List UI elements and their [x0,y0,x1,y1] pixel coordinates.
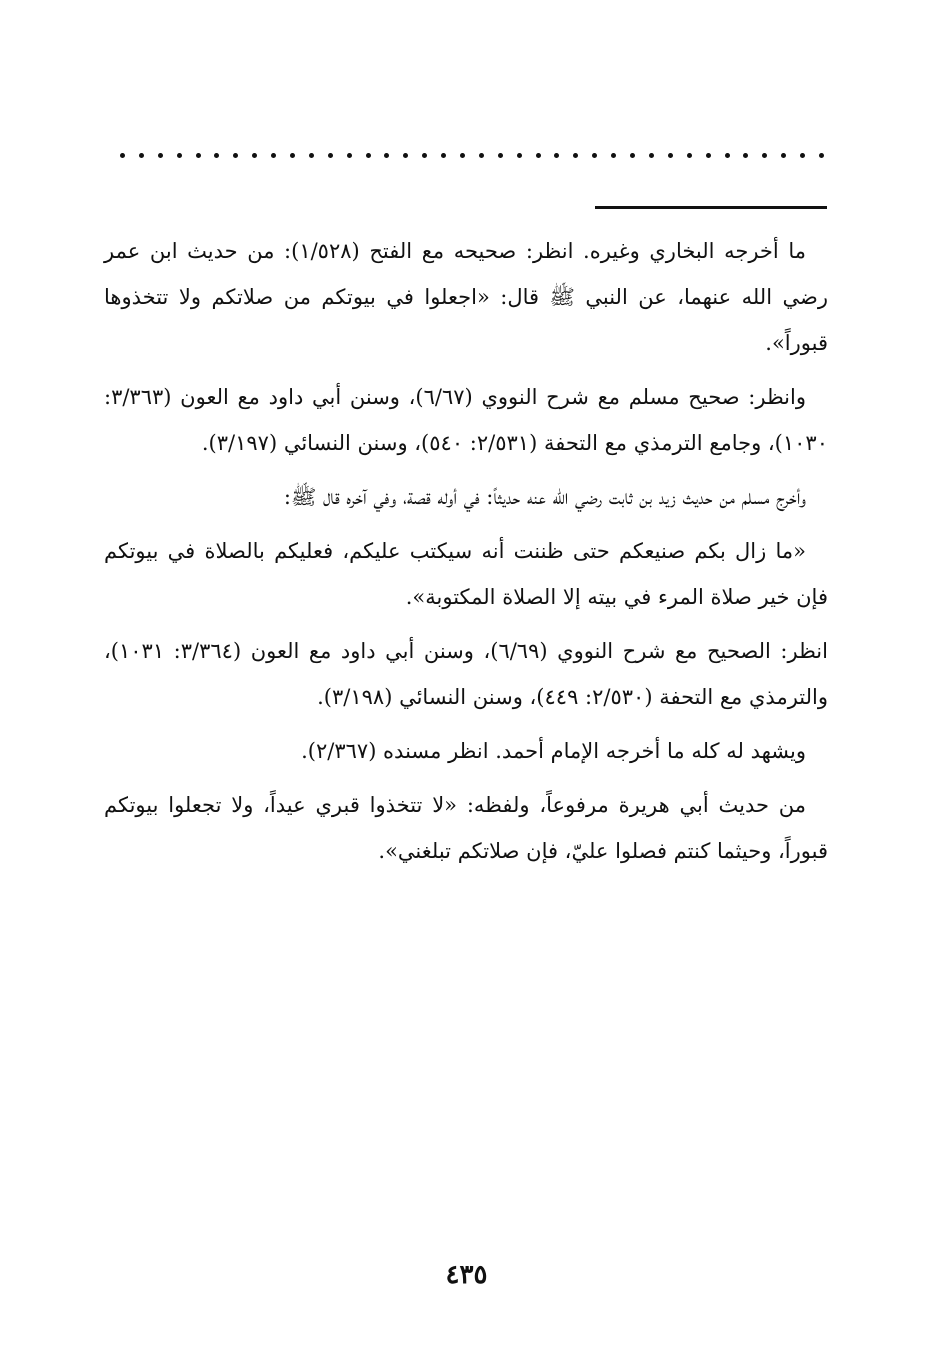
separator-dot [328,153,333,158]
separator-dot [233,153,238,158]
footnote-rule [595,206,827,209]
footnote-paragraph: من حديث أبي هريرة مرفوعاً، ولفظه: «لا تتخذوا قبري عيداً، ولا تجعلوا بيوتكم قبوراً، وحيثما كنتم فصلوا عليّ، فإن صلاتكم تبلغني». [104,793,828,863]
separator-dot [309,153,314,158]
separator-dot [554,153,559,158]
footnote-quote: «ما زال بكم صنيعكم حتى ظننت أنه سيكتب عليكم، فعليكم بالصلاة في بيوتكم فإن خير صلاة المرء في بيته إلا الصلاة المكتوبة». [104,539,828,609]
separator-dot [668,153,673,158]
separator-dot [196,153,201,158]
separator-dot [762,153,767,158]
footnote-paragraph: انظر: الصحيح مع شرح النووي (٦/٦٩)، وسنن أبي داود مع العون (٣/٣٦٤: ١٠٣١)، والترمذي مع التحفة (٢/٥٣٠: ٤٤٩)، وسنن النسائي (٣/١٩٨). [104,639,828,709]
separator-dot [517,153,522,158]
separator-dot [743,153,748,158]
separator-dot [290,153,295,158]
separator-dot [649,153,654,158]
separator-dot [781,153,786,158]
separator-dot [158,153,163,158]
page-number: ٤٣٥ [445,1260,488,1290]
separator-dot [120,153,125,158]
separator-dot [177,153,182,158]
separator-dot [460,153,465,158]
separator-dot [592,153,597,158]
separator-dot [611,153,616,158]
separator-dot [214,153,219,158]
separator-dot [706,153,711,158]
separator-dot [687,153,692,158]
separator-dot [800,153,805,158]
dotted-separator [120,143,824,167]
separator-dot [403,153,408,158]
footnote-paragraph: ويشهد له كله ما أخرجه الإمام أحمد. انظر مسنده (٢/٣٦٧). [301,739,806,763]
separator-dot [498,153,503,158]
separator-dot [479,153,484,158]
footnote-paragraph: ما أخرجه البخاري وغيره. انظر: صحيحه مع الفتح (١/٥٢٨): من حديث ابن عمر رضي الله عنهما، عن النبي ﷺ قال: «اجعلوا في بيوتكم من صلاتكم ولا تتخذوها قبوراً». [104,239,828,355]
separator-dot [573,153,578,158]
separator-dot [384,153,389,158]
separator-dot [441,153,446,158]
separator-dot [725,153,730,158]
separator-dot [366,153,371,158]
footnote-paragraph: وأخرج مسلم من حديث زيد بن ثابت رضي الله عنه حديثاً: في أوله قصة، وفي آخره قال ﷺ: [283,485,806,509]
separator-dot [630,153,635,158]
separator-dot [422,153,427,158]
separator-dot [271,153,276,158]
separator-dot [139,153,144,158]
footnote-block [104,228,828,882]
separator-dot [347,153,352,158]
footnote-paragraph: وانظر: صحيح مسلم مع شرح النووي (٦/٦٧)، وسنن أبي داود مع العون (٣/٣٦٣: ١٠٣٠)، وجامع الترمذي مع التحفة (٢/٥٣١: ٥٤٠)، وسنن النسائي (٣/١٩٧). [104,385,828,455]
separator-dot [536,153,541,158]
separator-dot [819,153,824,158]
separator-dot [252,153,257,158]
